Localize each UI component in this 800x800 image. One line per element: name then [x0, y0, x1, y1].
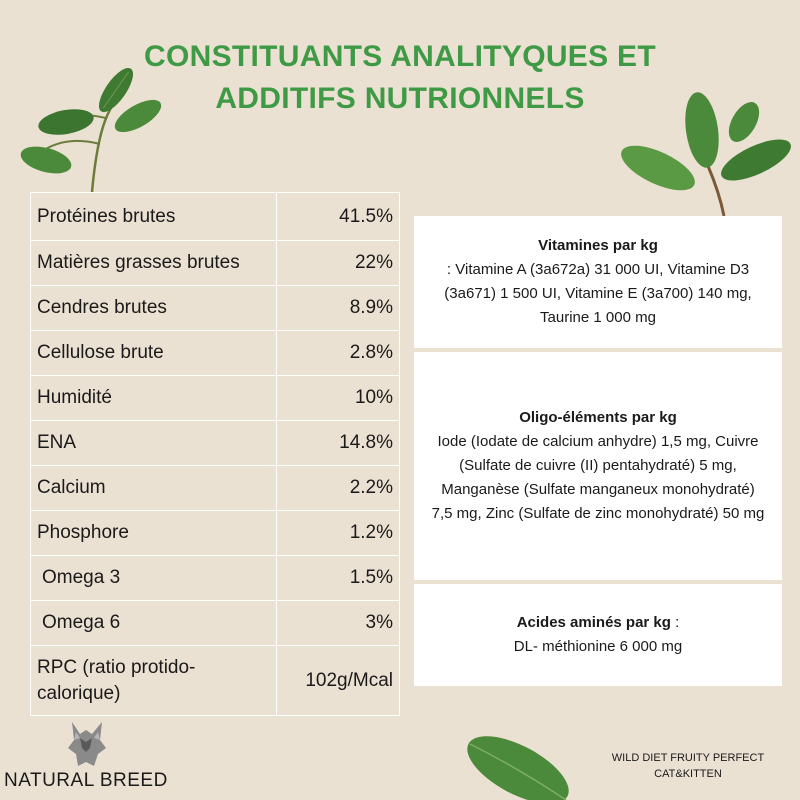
- vitamins-text: : Vitamine A (3a672a) 31 000 UI, Vitamine D3 (3a671) 1 500 UI, Vitamine E (3a700) 140 mg, Taurine 1 000 mg: [444, 261, 752, 326]
- nutrient-name: Phosphore: [31, 511, 277, 556]
- nutrient-value: 10%: [277, 376, 400, 421]
- title-line-2: ADDITIFS NUTRIONNELS: [215, 82, 585, 115]
- table-row: [31, 421, 400, 466]
- vitamins-heading: Vitamines par kg: [538, 237, 658, 254]
- product-name: [590, 750, 786, 782]
- leaf-bottom-icon: [456, 718, 576, 800]
- nutrient-name: Omega 3: [31, 556, 277, 601]
- nutrient-name: Calcium: [31, 466, 277, 511]
- table-row: [31, 466, 400, 511]
- nutrient-value: 2.2%: [277, 466, 400, 511]
- amino-acids-text: DL- méthionine 6 000 mg: [513, 638, 683, 655]
- leaf-branch-top-right-icon: [616, 92, 800, 220]
- nutrient-name: Humidité: [31, 376, 277, 421]
- nutrient-name: RPC (ratio protido-calorique): [31, 646, 277, 716]
- nutrient-name: Omega 6: [31, 601, 277, 646]
- table-row: [31, 601, 400, 646]
- vitamins-box: [414, 216, 782, 348]
- nutrient-value: 41.5%: [277, 193, 400, 241]
- table-row: [31, 556, 400, 601]
- amino-acids-colon: :: [670, 614, 680, 631]
- trace-elements-heading: Oligo-éléments par kg: [519, 409, 677, 426]
- nutrient-name: Cendres brutes: [31, 286, 277, 331]
- nutrient-value: 2.8%: [277, 331, 400, 376]
- nutrient-value: 8.9%: [277, 286, 400, 331]
- nutrient-value: 1.5%: [277, 556, 400, 601]
- nutrient-table: [30, 192, 400, 716]
- nutrient-name: Matières grasses brutes: [31, 241, 277, 286]
- amino-acids-box: [414, 584, 782, 686]
- table-row: [31, 193, 400, 241]
- table-row: [31, 286, 400, 331]
- nutrient-value: 14.8%: [277, 421, 400, 466]
- title-line-1: CONSTITUANTS ANALITYQUES ET: [144, 40, 656, 73]
- table-row: [31, 646, 400, 716]
- product-name-line-1: WILD DIET FRUITY PERFECT: [611, 752, 765, 764]
- table-row: [31, 511, 400, 556]
- nutrient-name: Protéines brutes: [31, 193, 277, 241]
- product-name-line-2: CAT&KITTEN: [654, 768, 722, 780]
- wolf-head-icon: [62, 718, 112, 770]
- nutrient-value: 102g/Mcal: [277, 646, 400, 716]
- trace-elements-box: [414, 352, 782, 580]
- nutrient-value: 1.2%: [277, 511, 400, 556]
- table-row: [31, 376, 400, 421]
- leaf-branch-top-left-icon: [14, 60, 164, 192]
- amino-acids-heading: Acides aminés par kg: [516, 614, 671, 631]
- table-row: [31, 331, 400, 376]
- brand-name: NATURAL BREED: [4, 770, 168, 791]
- nutrient-name: Cellulose brute: [31, 331, 277, 376]
- table-row: [31, 241, 400, 286]
- nutrient-value: 22%: [277, 241, 400, 286]
- nutrient-name: ENA: [31, 421, 277, 466]
- nutrient-value: 3%: [277, 601, 400, 646]
- trace-elements-text: Iode (Iodate de calcium anhydre) 1,5 mg, Cuivre (Sulfate de cuivre (II) pentahydraté) 5 mg, Manganèse (Sulfate manganeux monohydraté) 7,5 mg, Zinc (Sulfate de zinc monohydraté) 50 mg: [431, 433, 765, 522]
